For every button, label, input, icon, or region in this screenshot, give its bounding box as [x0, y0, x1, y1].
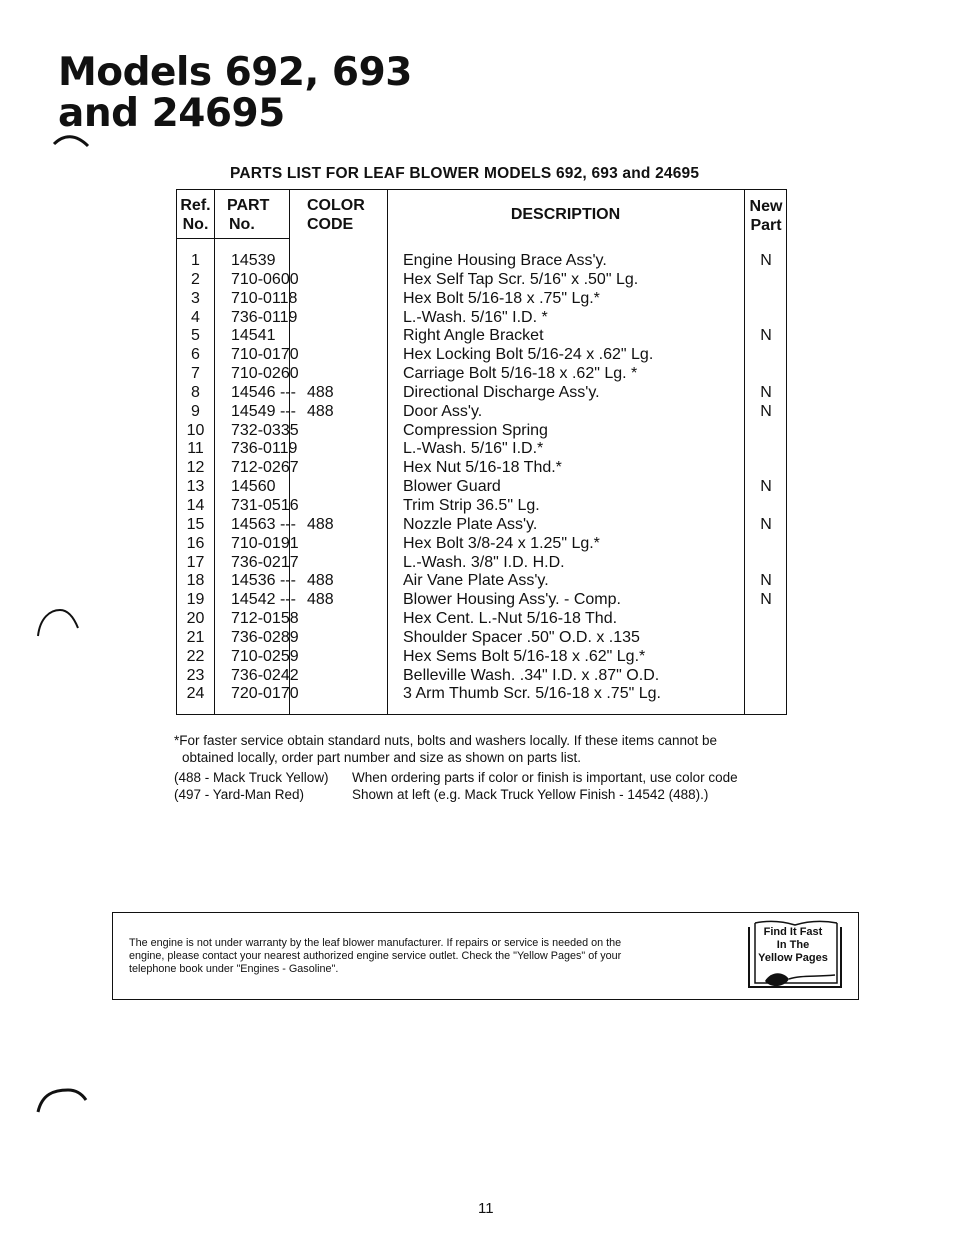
description: Blower Housing Ass'y. - Comp.	[403, 591, 621, 609]
color-code: 488	[307, 515, 334, 533]
table-row	[177, 309, 786, 328]
ref-number: 24	[186, 685, 205, 703]
ref-number: 3	[191, 289, 200, 307]
ref-number: 6	[191, 346, 200, 364]
description: Air Vane Plate Ass'y.	[403, 572, 549, 590]
table-row	[177, 384, 786, 403]
table-row	[177, 497, 786, 516]
description: Engine Housing Brace Ass'y.	[403, 252, 607, 269]
table-row	[177, 667, 786, 686]
part-number: 736-0242	[231, 666, 299, 684]
table-row	[177, 478, 786, 497]
description: Right Angle Bracket	[403, 327, 544, 345]
ref-number: 4	[191, 308, 200, 326]
part-number: 736-0119	[231, 308, 298, 326]
ref-number: 21	[186, 628, 205, 646]
table-row	[177, 365, 786, 384]
ref-number: 5	[191, 327, 200, 345]
part-number: 720-0170	[231, 685, 299, 703]
table-row	[177, 403, 786, 422]
description: Trim Strip 36.5" Lg.	[403, 496, 540, 514]
table-row	[177, 591, 786, 610]
part-number: 712-0267	[231, 459, 299, 477]
header-new-part: New Part	[749, 198, 783, 234]
description: Carriage Bolt 5/16-18 x .62" Lg. *	[403, 365, 638, 383]
warranty-text: The engine is not under warranty by the leaf blower manufacturer. If repairs or service is needed on the engine, please contact your nearest authorized engine service outlet. Check the "Yellow Pages" of your telephone book under "Engines - Gasoline".	[129, 937, 622, 975]
table-row	[177, 327, 786, 346]
part-number: 14560	[231, 478, 276, 496]
description: L.-Wash. 5/16" I.D.*	[403, 440, 544, 458]
part-number: 731-0516	[231, 496, 299, 514]
header-color-code: COLOR CODE	[307, 197, 365, 233]
yellow-pages-text: Find It Fast In The Yellow Pages	[758, 926, 828, 964]
page-title-line2: and 24695	[58, 91, 285, 136]
footnote-line2: obtained locally, order part number and size as shown on parts list.	[182, 749, 581, 765]
color-code-line2: (497 - Yard-Man Red) Shown at left (e.g. Mack Truck Yellow Finish - 14542 (488).)	[174, 786, 709, 802]
swoosh-mark-top	[52, 132, 92, 154]
parts-list-title: PARTS LIST FOR LEAF BLOWER MODELS 692, 693 and 24695	[230, 165, 700, 182]
ref-number: 11	[187, 440, 204, 458]
description: Belleville Wash. .34" I.D. x .87" O.D.	[403, 666, 660, 684]
color-code: 488	[307, 572, 334, 590]
table-row	[177, 554, 786, 573]
table-row	[177, 346, 786, 365]
part-number: 712-0158	[231, 610, 299, 628]
description: Blower Guard	[403, 478, 501, 496]
ref-number: 22	[186, 647, 205, 665]
description: Hex Self Tap Scr. 5/16" x .50" Lg.	[403, 270, 639, 288]
notes	[174, 733, 794, 803]
part-number: 14563 ---	[231, 515, 296, 533]
yellow-pages-badge	[745, 917, 847, 993]
part-number: 14539	[231, 252, 276, 269]
ref-number: 16	[186, 534, 205, 552]
part-number: 736-0217	[231, 553, 299, 571]
swoosh-mark-bottom	[34, 1080, 90, 1116]
ref-number: 20	[186, 610, 205, 628]
new-part-flag: N	[760, 572, 772, 590]
new-part-flag: N	[760, 591, 772, 609]
warranty-notice-box	[112, 912, 859, 1000]
description: Nozzle Plate Ass'y.	[403, 515, 538, 533]
new-part-flag: N	[760, 383, 772, 401]
table-row	[177, 648, 786, 667]
description: L.-Wash. 3/8" I.D. H.D.	[403, 553, 565, 571]
table-row	[177, 516, 786, 535]
table-row	[177, 572, 786, 591]
parts-table	[176, 189, 787, 715]
new-part-flag: N	[760, 402, 772, 420]
ref-number: 8	[191, 383, 200, 401]
description: Door Ass'y.	[403, 402, 483, 420]
ref-number: 18	[186, 572, 205, 590]
description: Hex Nut 5/16-18 Thd.*	[403, 459, 562, 477]
footnote-line1: *For faster service obtain standard nuts, bolts and washers locally. If these items cannot be	[174, 733, 718, 748]
swoosh-mark-middle	[34, 604, 84, 640]
ref-number: 9	[191, 402, 200, 420]
description: Hex Bolt 3/8-24 x 1.25" Lg.*	[403, 534, 600, 552]
new-part-flag: N	[760, 478, 772, 496]
ref-number: 12	[186, 459, 205, 477]
header-description: DESCRIPTION	[510, 206, 621, 223]
ref-number: 23	[186, 666, 205, 684]
part-number: 710-0118	[231, 289, 298, 307]
table-row	[177, 290, 786, 309]
description: Hex Locking Bolt 5/16-24 x .62" Lg.	[403, 346, 654, 364]
ref-number: 14	[186, 496, 205, 514]
table-row	[177, 610, 786, 629]
part-number: 732-0335	[231, 421, 299, 439]
part-number: 710-0260	[231, 365, 299, 383]
table-row	[177, 271, 786, 290]
ref-number: 2	[191, 270, 200, 288]
ref-number: 13	[186, 478, 205, 496]
table-row	[177, 629, 786, 648]
color-code: 488	[307, 591, 334, 609]
header-part-no: PART No.	[227, 197, 270, 233]
new-part-flag: N	[760, 252, 772, 269]
ref-number: 19	[186, 591, 205, 609]
page-title-line1: Models 692, 693	[58, 50, 412, 95]
part-number: 14542 ---	[231, 591, 296, 609]
color-code-line1: (488 - Mack Truck Yellow) When ordering parts if color or finish is important, use color code	[174, 770, 738, 785]
table-row	[177, 459, 786, 478]
description: L.-Wash. 5/16" I.D. *	[403, 308, 548, 326]
part-number: 14546 ---	[231, 383, 296, 401]
ref-number: 15	[186, 515, 205, 533]
parts-rows	[177, 252, 786, 704]
table-row	[177, 422, 786, 441]
part-number: 14541	[231, 327, 276, 345]
page-number: 11	[478, 1200, 494, 1217]
page-title	[58, 52, 412, 134]
new-part-flag: N	[760, 515, 772, 533]
part-number: 14536 ---	[231, 572, 296, 590]
table-row	[177, 252, 786, 271]
part-number: 14549 ---	[231, 402, 296, 420]
description: Directional Discharge Ass'y.	[403, 383, 600, 401]
table-row	[177, 685, 786, 704]
part-number: 710-0191	[231, 534, 299, 552]
description: Hex Bolt 5/16-18 x .75" Lg.*	[403, 289, 600, 307]
table-row	[177, 440, 786, 459]
description: Compression Spring	[403, 421, 548, 439]
color-code: 488	[307, 402, 334, 420]
part-number: 710-0600	[231, 270, 299, 288]
description: Shoulder Spacer .50" O.D. x .135	[403, 628, 640, 646]
part-number: 736-0119	[231, 440, 298, 458]
table-row	[177, 535, 786, 554]
ref-number: 17	[186, 553, 205, 571]
part-number: 710-0259	[231, 647, 299, 665]
new-part-flag: N	[760, 327, 772, 345]
ref-number: 7	[191, 365, 200, 383]
header-ref-no: Ref. No.	[180, 197, 211, 233]
description: 3 Arm Thumb Scr. 5/16-18 x .75" Lg.	[403, 685, 661, 703]
part-number: 710-0170	[231, 346, 299, 364]
color-code: 488	[307, 383, 334, 401]
ref-number: 1	[191, 252, 200, 269]
description: Hex Sems Bolt 5/16-18 x .62" Lg.*	[403, 647, 646, 665]
ref-number: 10	[186, 421, 205, 439]
description: Hex Cent. L.-Nut 5/16-18 Thd.	[403, 610, 618, 628]
part-number: 736-0289	[231, 628, 299, 646]
